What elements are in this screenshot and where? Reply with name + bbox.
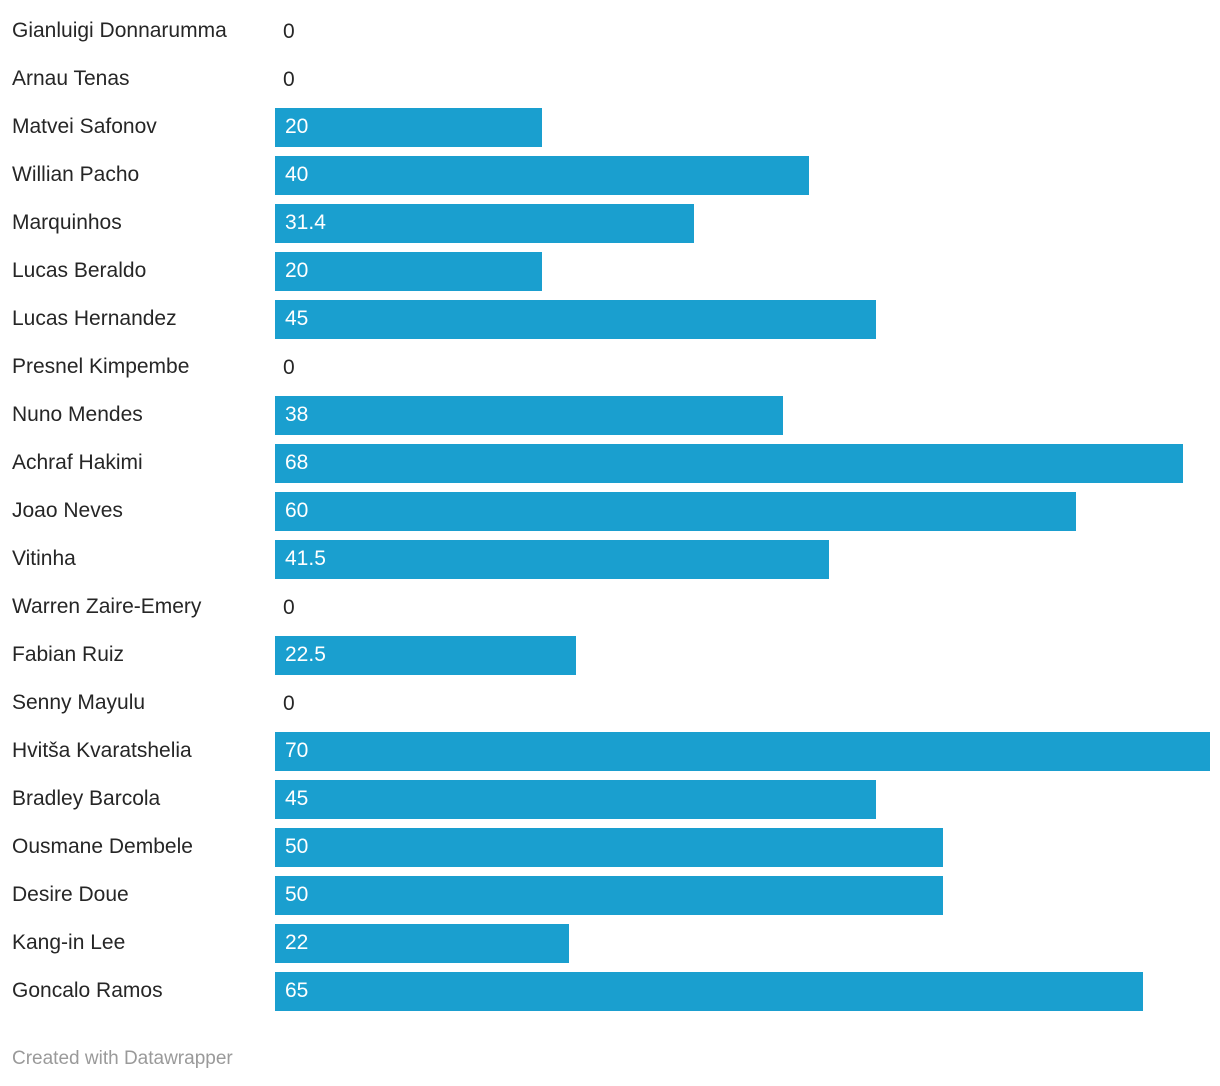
player-label: Matvei Safonov bbox=[12, 115, 157, 138]
bar-track bbox=[275, 300, 1210, 339]
bar-track bbox=[275, 156, 1210, 195]
chart-footer bbox=[0, 1048, 1220, 1070]
bar-value-label: 45 bbox=[285, 787, 309, 810]
chart-row bbox=[0, 487, 1220, 535]
bar bbox=[275, 924, 569, 963]
player-label: Ousmane Dembele bbox=[12, 835, 193, 858]
bar-track bbox=[275, 828, 1210, 867]
player-label: Hvitša Kvaratshelia bbox=[12, 739, 192, 762]
bar bbox=[275, 300, 876, 339]
bar-value-label: 45 bbox=[285, 307, 309, 330]
bar-track bbox=[275, 108, 1210, 147]
chart-row bbox=[0, 679, 1220, 727]
player-label: Senny Mayulu bbox=[12, 691, 146, 714]
bar bbox=[275, 444, 1183, 483]
player-label: Presnel Kimpembe bbox=[12, 355, 190, 378]
chart-row bbox=[0, 967, 1220, 1015]
bar-track bbox=[275, 780, 1210, 819]
player-label: Fabian Ruiz bbox=[12, 643, 125, 666]
bar-track bbox=[275, 252, 1210, 291]
bar-track bbox=[275, 972, 1210, 1011]
bar-value-label: 65 bbox=[285, 979, 309, 1002]
bar-value-label: 68 bbox=[285, 451, 309, 474]
bar-value-label: 50 bbox=[285, 883, 309, 906]
bar-value-label: 22.5 bbox=[285, 643, 326, 666]
chart-row bbox=[0, 823, 1220, 871]
bar bbox=[275, 108, 542, 147]
bar-track bbox=[275, 924, 1210, 963]
player-label: Desire Doue bbox=[12, 883, 129, 906]
bar-track bbox=[275, 12, 1210, 51]
bar bbox=[275, 780, 876, 819]
chart-row bbox=[0, 727, 1220, 775]
chart-row bbox=[0, 55, 1220, 103]
bar-track bbox=[275, 396, 1210, 435]
bar-value-label: 38 bbox=[285, 403, 309, 426]
bar-track bbox=[275, 876, 1210, 915]
bar-track bbox=[275, 732, 1210, 771]
bar-track bbox=[275, 60, 1210, 99]
player-label: Lucas Beraldo bbox=[12, 259, 147, 282]
bar bbox=[275, 492, 1076, 531]
bar bbox=[275, 540, 829, 579]
chart-row bbox=[0, 871, 1220, 919]
bar-value-label: 22 bbox=[285, 931, 309, 954]
chart-row bbox=[0, 583, 1220, 631]
bar bbox=[275, 828, 943, 867]
player-label: Marquinhos bbox=[12, 211, 122, 234]
bar-track bbox=[275, 540, 1210, 579]
bar bbox=[275, 396, 783, 435]
bar-value-label: 50 bbox=[285, 835, 309, 858]
zero-value-label: 0 bbox=[283, 67, 295, 91]
bar-value-label: 20 bbox=[285, 259, 309, 282]
chart-row bbox=[0, 7, 1220, 55]
bar-value-label: 41.5 bbox=[285, 547, 326, 570]
zero-value-label: 0 bbox=[283, 691, 295, 715]
zero-value-label: 0 bbox=[283, 355, 295, 379]
bar bbox=[275, 732, 1210, 771]
bar-value-label: 60 bbox=[285, 499, 309, 522]
zero-value-label: 0 bbox=[283, 595, 295, 619]
player-label: Kang-in Lee bbox=[12, 931, 126, 954]
player-label: Willian Pacho bbox=[12, 163, 140, 186]
chart-row bbox=[0, 103, 1220, 151]
player-label: Arnau Tenas bbox=[12, 67, 130, 90]
chart-row bbox=[0, 439, 1220, 487]
chart-row bbox=[0, 247, 1220, 295]
bar bbox=[275, 204, 694, 243]
bar-track bbox=[275, 444, 1210, 483]
player-label: Gianluigi Donnarumma bbox=[12, 19, 227, 42]
chart-row bbox=[0, 199, 1220, 247]
player-label: Achraf Hakimi bbox=[12, 451, 143, 474]
player-label: Bradley Barcola bbox=[12, 787, 161, 810]
bar-track bbox=[275, 684, 1210, 723]
player-label: Nuno Mendes bbox=[12, 403, 143, 426]
bar-value-label: 40 bbox=[285, 163, 309, 186]
bar bbox=[275, 156, 809, 195]
bar-value-label: 70 bbox=[285, 739, 309, 762]
bar-value-label: 31.4 bbox=[285, 211, 326, 234]
datawrapper-credit-link[interactable]: Created with Datawrapper bbox=[12, 1048, 233, 1069]
chart-row bbox=[0, 295, 1220, 343]
player-label: Vitinha bbox=[12, 547, 76, 570]
bar-track bbox=[275, 204, 1210, 243]
bar-track bbox=[275, 348, 1210, 387]
bar bbox=[275, 972, 1143, 1011]
bar-track bbox=[275, 636, 1210, 675]
bar bbox=[275, 636, 576, 675]
chart-row bbox=[0, 919, 1220, 967]
chart-row bbox=[0, 151, 1220, 199]
player-label: Goncalo Ramos bbox=[12, 979, 163, 1002]
player-label: Warren Zaire-Emery bbox=[12, 595, 202, 618]
bar-track bbox=[275, 588, 1210, 627]
chart-row bbox=[0, 631, 1220, 679]
chart-row bbox=[0, 343, 1220, 391]
player-label: Joao Neves bbox=[12, 499, 123, 522]
player-label: Lucas Hernandez bbox=[12, 307, 177, 330]
chart-row bbox=[0, 391, 1220, 439]
bar-value-label: 20 bbox=[285, 115, 309, 138]
zero-value-label: 0 bbox=[283, 19, 295, 43]
bar bbox=[275, 252, 542, 291]
bar bbox=[275, 876, 943, 915]
chart-row bbox=[0, 775, 1220, 823]
chart-row bbox=[0, 535, 1220, 583]
bar-track bbox=[275, 492, 1210, 531]
